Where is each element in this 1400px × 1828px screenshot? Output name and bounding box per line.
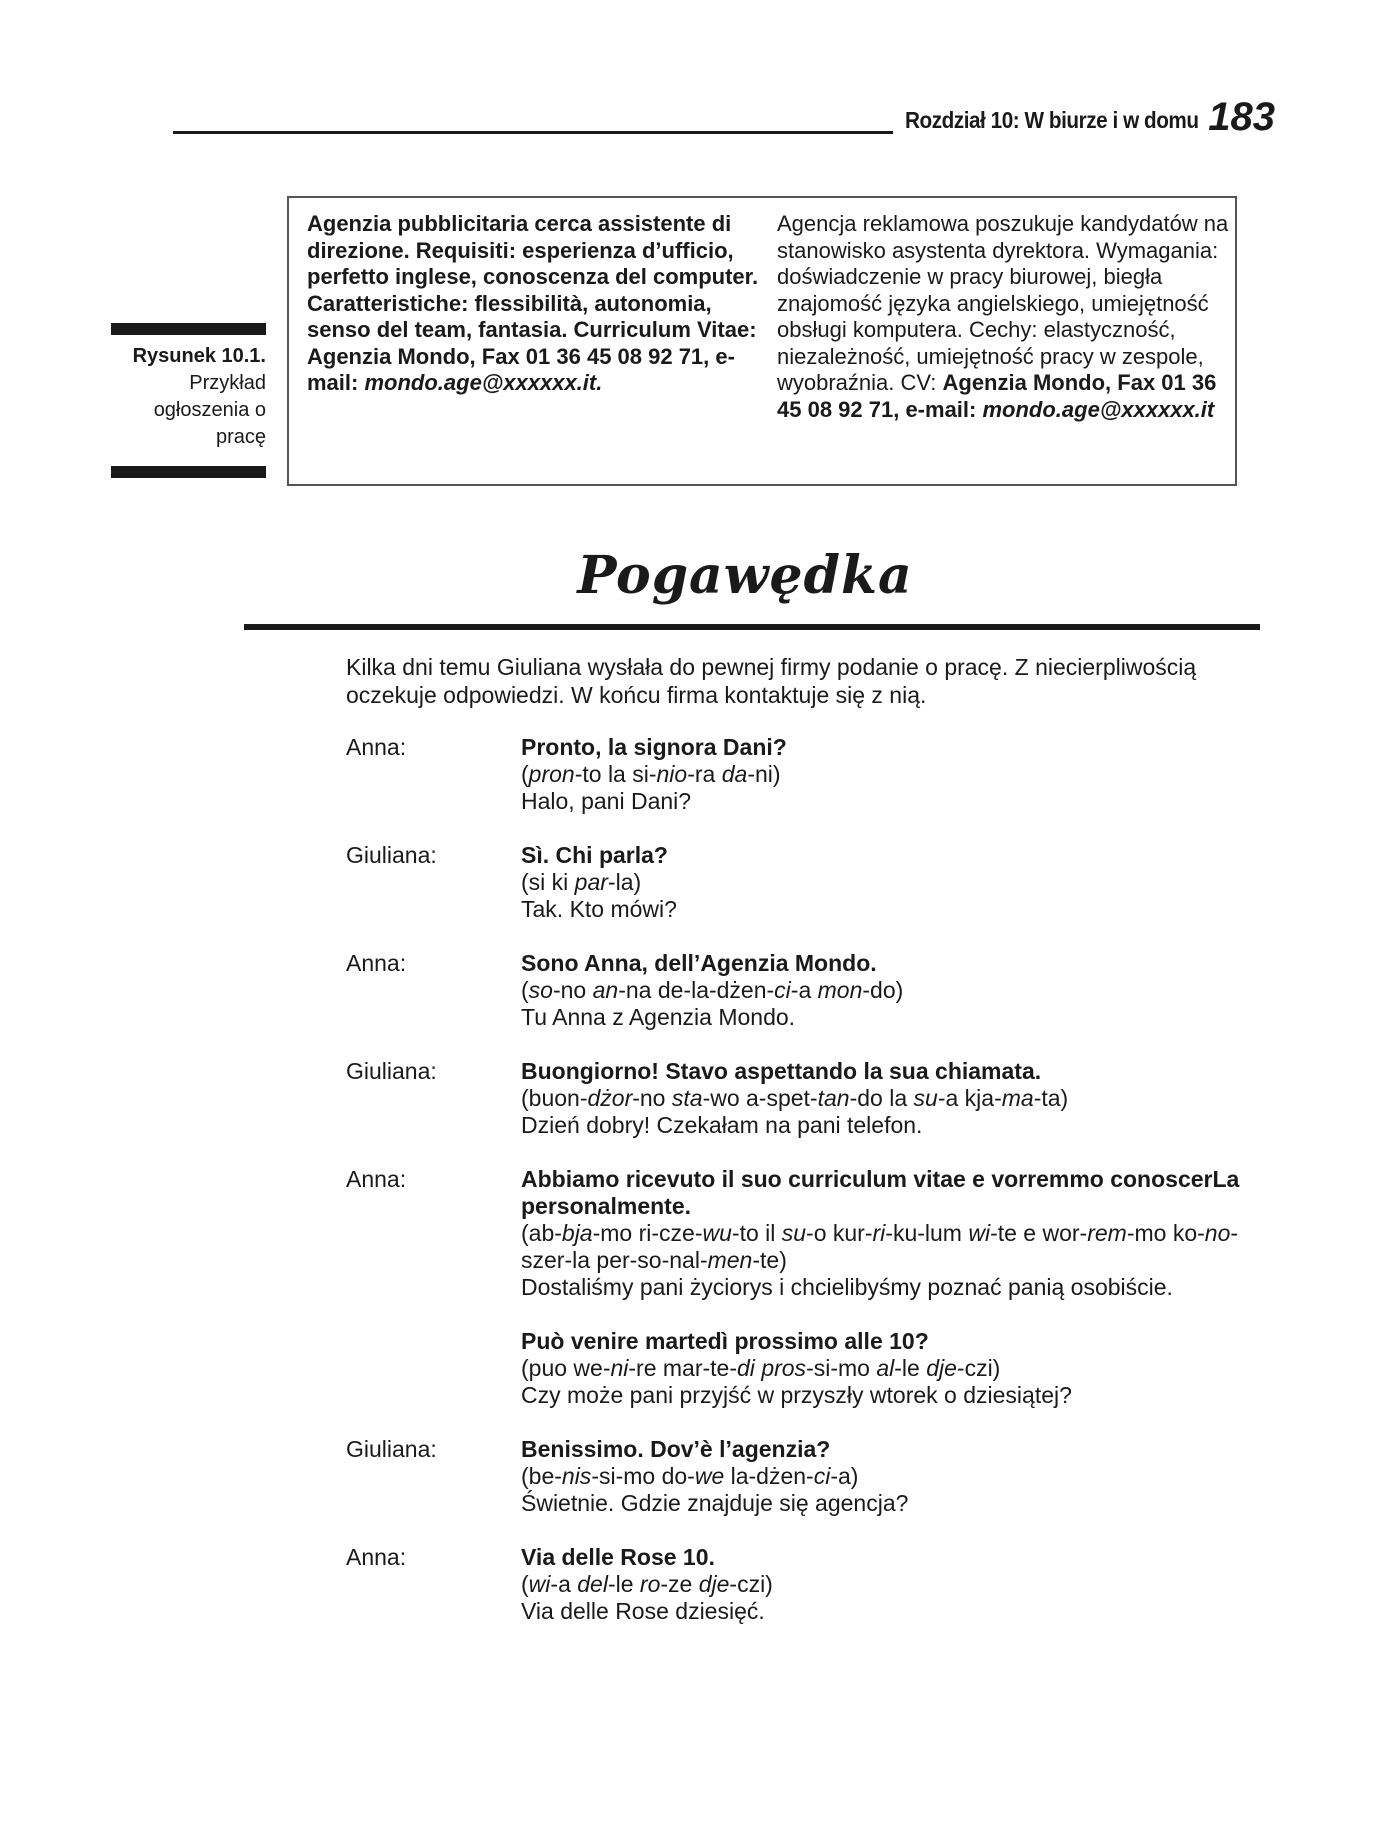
speaker-name: Giuliana: xyxy=(346,1436,437,1462)
stressed-syllable: rem xyxy=(1087,1220,1127,1246)
stressed-syllable: del xyxy=(577,1571,608,1597)
figure-bar-top xyxy=(111,323,266,335)
stressed-syllable: di xyxy=(737,1355,755,1381)
job-ad-italian xyxy=(307,211,762,397)
translation-line: Czy może pani przyjść w przyszły wtorek o dziesiątej? xyxy=(521,1382,1072,1408)
translation-line: Halo, pani Dani? xyxy=(521,788,692,814)
dialogue-lines xyxy=(521,950,1266,1031)
italian-line: Benissimo. Dov’è l’agenzia? xyxy=(521,1436,831,1462)
stressed-syllable: ni xyxy=(610,1355,629,1381)
job-ad-polish xyxy=(777,211,1232,423)
stressed-syllable: bja xyxy=(561,1220,593,1246)
pronunciation-line: (pron-to la si-nio-ra da-ni) xyxy=(521,761,781,787)
dialogue-turn xyxy=(346,1544,1266,1652)
section-rule xyxy=(244,624,1260,630)
stressed-syllable: pros xyxy=(761,1355,807,1381)
stressed-syllable: dje xyxy=(926,1355,957,1381)
pronunciation-line: (si ki par-la) xyxy=(521,869,642,895)
stressed-syllable: sta xyxy=(671,1085,703,1111)
stressed-syllable: wi xyxy=(968,1220,991,1246)
dialogue-lines xyxy=(521,1328,1266,1409)
job-ad-box xyxy=(287,196,1237,486)
stressed-syllable: su xyxy=(913,1085,938,1111)
running-head xyxy=(905,95,1275,141)
ad-polish-text: Agencja reklamowa poszukuje kandydatów na stanowisko asystenta dyrektora. Wymagania: doświadczenie w pracy biurowej, biegła znajomość języka angielskiego, umiejętność obsługi komputera. Cechy: elastyczność, niezależność, umiejętność pracy w zespole, wyobraźnia. CV: xyxy=(777,211,1229,395)
ad-polish-email: mondo.age@xxxxxx.it xyxy=(982,396,1215,422)
intro-paragraph: Kilka dni temu Giuliana wysłała do pewnej firmy podanie o pracę. Z niecierpliwością oczekuje odpowiedzi. W końcu firma kontaktuje się z nią. xyxy=(346,654,1197,708)
stressed-syllable: ro xyxy=(639,1571,661,1597)
dialogue-lines xyxy=(521,734,1266,815)
translation-line: Świetnie. Gdzie znajduje się agencja? xyxy=(521,1490,909,1516)
dialogue-lines xyxy=(521,842,1266,923)
dialogue-turn xyxy=(346,734,1266,842)
stressed-syllable: pron xyxy=(528,761,575,787)
pronunciation-line: (ab-bja-mo ri-cze-wu-to il su-o kur-ri-ku-lum wi-te e wor-rem-mo ko-no-szer-la per-so-nal-men-te) xyxy=(521,1220,1239,1273)
dialogue-turn xyxy=(346,1058,1266,1166)
stressed-syllable: wi xyxy=(528,1571,551,1597)
translation-line: Dzień dobry! Czekałam na pani telefon. xyxy=(521,1112,923,1138)
figure-caption-text: Przykład ogłoszenia o pracę xyxy=(153,372,266,448)
speaker-name: Giuliana: xyxy=(346,1058,437,1084)
italian-line: Abbiamo ricevuto il suo curriculum vitae e vorremmo conoscerLa personalmente. xyxy=(521,1166,1240,1219)
figure-bar-bottom xyxy=(111,466,266,478)
stressed-syllable: nis xyxy=(561,1463,592,1489)
figure-caption xyxy=(111,343,266,451)
speaker-name: Giuliana: xyxy=(346,842,437,868)
dialogue-turn xyxy=(346,1436,1266,1544)
pronunciation-line: (be-nis-si-mo do-we la-dżen-ci-a) xyxy=(521,1463,859,1489)
header-rule xyxy=(173,131,893,134)
dialogue-turn xyxy=(346,950,1266,1058)
page-number: 183 xyxy=(1208,95,1275,139)
ad-polish-contact: Agenzia Mondo, Fax 01 36 45 08 92 71, e-mail: xyxy=(777,370,1217,422)
pronunciation-line: (so-no an-na de-la-dżen-ci-a mon-do) xyxy=(521,977,904,1003)
speaker-name: Anna: xyxy=(346,1166,407,1192)
stressed-syllable: tan xyxy=(817,1085,850,1111)
italian-line: Può venire martedì prossimo alle 10? xyxy=(521,1328,929,1354)
stressed-syllable: ci xyxy=(774,977,791,1003)
ad-italian-text: Agenzia pubblicitaria cerca assistente di direzione. Requisiti: esperienza d’ufficio, perfetto inglese, conoscenza del computer. Caratteristiche: flessibilità, autonomia, senso del team, fantasia. Curriculum Vitae: Agenzia Mondo, Fax 01 36 45 08 92 71, e-mail: xyxy=(307,211,759,395)
dialogue xyxy=(346,734,1266,1652)
dialogue-lines xyxy=(521,1166,1266,1301)
italian-line: Pronto, la signora Dani? xyxy=(521,734,787,760)
dialogue-turn xyxy=(346,1328,1266,1436)
stressed-syllable: dje xyxy=(698,1571,730,1597)
stressed-syllable: so xyxy=(528,977,553,1003)
stressed-syllable: nio xyxy=(656,761,688,787)
stressed-syllable: mon xyxy=(817,977,863,1003)
figure-label: Rysunek 10.1. xyxy=(132,345,266,367)
dialogue-lines xyxy=(521,1544,1266,1625)
section-title: Pogawędka xyxy=(577,545,913,606)
translation-line: Dostaliśmy pani życiorys i chcielibyśmy poznać panią osobiście. xyxy=(521,1274,1173,1300)
stressed-syllable: we xyxy=(694,1463,725,1489)
italian-line: Sono Anna, dell’Agenzia Mondo. xyxy=(521,950,877,976)
dialogue-lines xyxy=(521,1058,1266,1139)
dialogue-turn xyxy=(346,1166,1266,1328)
dialogue-turn xyxy=(346,842,1266,950)
ad-italian-email: mondo.age@xxxxxx.it. xyxy=(364,370,603,395)
chapter-title: Rozdział 10: W biurze i w domu xyxy=(905,107,1199,133)
stressed-syllable: an xyxy=(592,977,619,1003)
speaker-name: Anna: xyxy=(346,950,407,976)
translation-line: Via delle Rose dziesięć. xyxy=(521,1598,765,1624)
stressed-syllable: par xyxy=(574,869,608,895)
italian-line: Sì. Chi parla? xyxy=(521,842,668,868)
stressed-syllable: ma xyxy=(1001,1085,1034,1111)
stressed-syllable: da xyxy=(721,761,748,787)
dialogue-lines xyxy=(521,1436,1266,1517)
stressed-syllable: dżor xyxy=(587,1085,633,1111)
translation-line: Tak. Kto mówi? xyxy=(521,896,677,922)
pronunciation-line: (puo we-ni-re mar-te-di pros-si-mo al-le dje-czi) xyxy=(521,1355,1001,1381)
speaker-name: Anna: xyxy=(346,734,407,760)
stressed-syllable: no xyxy=(1204,1220,1231,1246)
stressed-syllable: men xyxy=(707,1247,753,1273)
stressed-syllable: su xyxy=(781,1220,807,1246)
translation-line: Tu Anna z Agenzia Mondo. xyxy=(521,1004,796,1030)
stressed-syllable: wu xyxy=(702,1220,732,1246)
stressed-syllable: ci xyxy=(813,1463,831,1489)
italian-line: Buongiorno! Stavo aspettando la sua chiamata. xyxy=(521,1058,1042,1084)
pronunciation-line: (wi-a del-le ro-ze dje-czi) xyxy=(521,1571,773,1597)
italian-line: Via delle Rose 10. xyxy=(521,1544,715,1570)
speaker-name: Anna: xyxy=(346,1544,407,1570)
pronunciation-line: (buon-dżor-no sta-wo a-spet-tan-do la su-a kja-ma-ta) xyxy=(521,1085,1069,1111)
stressed-syllable: al xyxy=(876,1355,895,1381)
stressed-syllable: ri xyxy=(872,1220,886,1246)
